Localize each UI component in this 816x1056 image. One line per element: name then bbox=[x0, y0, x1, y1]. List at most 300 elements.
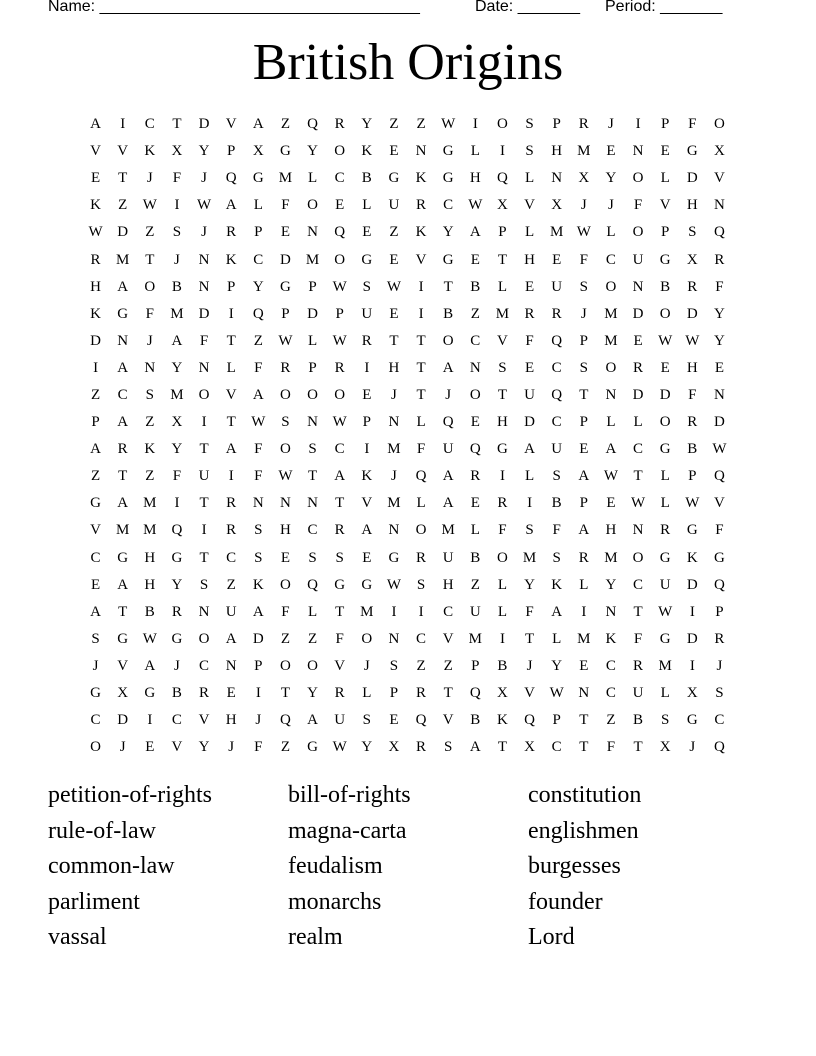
grid-cell[interactable]: Q bbox=[415, 712, 427, 729]
grid-cell[interactable]: U bbox=[524, 386, 535, 403]
grid-cell[interactable]: M bbox=[170, 305, 184, 322]
grid-cell[interactable]: D bbox=[117, 712, 129, 729]
grid-cell[interactable]: F bbox=[281, 603, 290, 620]
grid-cell[interactable]: T bbox=[497, 739, 508, 756]
grid-cell[interactable]: N bbox=[714, 197, 725, 214]
grid-cell[interactable]: A bbox=[225, 630, 237, 647]
grid-cell[interactable]: E bbox=[280, 224, 291, 241]
grid-cell[interactable]: I bbox=[93, 359, 99, 376]
grid-cell[interactable]: R bbox=[714, 630, 725, 647]
grid-cell[interactable]: L bbox=[579, 576, 589, 593]
grid-cell[interactable]: B bbox=[144, 603, 155, 620]
grid-cell[interactable]: H bbox=[90, 278, 101, 295]
grid-cell[interactable]: N bbox=[632, 522, 644, 539]
grid-cell[interactable]: X bbox=[388, 739, 400, 756]
grid-cell[interactable]: O bbox=[307, 386, 318, 403]
grid-cell[interactable]: J bbox=[580, 197, 587, 214]
grid-cell[interactable]: A bbox=[117, 495, 129, 512]
grid-cell[interactable]: I bbox=[201, 414, 207, 431]
grid-cell[interactable]: W bbox=[196, 197, 212, 214]
grid-cell[interactable]: R bbox=[416, 685, 427, 702]
grid-cell[interactable]: A bbox=[90, 116, 101, 133]
grid-cell[interactable]: D bbox=[198, 116, 210, 133]
grid-cell[interactable]: O bbox=[659, 414, 671, 431]
grid-cell[interactable]: R bbox=[334, 522, 345, 539]
grid-cell[interactable]: Z bbox=[90, 386, 101, 403]
grid-cell[interactable]: A bbox=[578, 522, 590, 539]
grid-cell[interactable]: Y bbox=[605, 170, 617, 187]
grid-cell[interactable]: W bbox=[386, 278, 402, 295]
grid-cell[interactable]: E bbox=[470, 251, 480, 268]
grid-cell[interactable]: E bbox=[470, 414, 480, 431]
grid-cell[interactable]: R bbox=[226, 522, 237, 539]
grid-cell[interactable]: N bbox=[415, 143, 427, 160]
grid-cell[interactable]: O bbox=[90, 739, 101, 756]
grid-cell[interactable]: M bbox=[170, 386, 184, 403]
grid-cell[interactable]: W bbox=[630, 495, 646, 512]
grid-cell[interactable]: E bbox=[389, 712, 399, 729]
grid-cell[interactable]: T bbox=[416, 386, 426, 403]
grid-cell[interactable]: G bbox=[307, 739, 318, 756]
grid-cell[interactable]: G bbox=[280, 278, 291, 295]
grid-cell[interactable]: J bbox=[228, 739, 235, 756]
grid-cell[interactable]: Y bbox=[171, 359, 183, 376]
grid-cell[interactable]: X bbox=[578, 170, 590, 187]
grid-cell[interactable]: I bbox=[120, 116, 126, 133]
grid-cell[interactable]: O bbox=[280, 441, 291, 458]
grid-cell[interactable]: R bbox=[334, 685, 345, 702]
grid-cell[interactable]: Z bbox=[470, 576, 480, 593]
grid-cell[interactable]: P bbox=[715, 603, 724, 620]
grid-cell[interactable]: V bbox=[198, 712, 210, 729]
grid-cell[interactable]: Y bbox=[361, 116, 373, 133]
grid-cell[interactable]: L bbox=[226, 359, 236, 376]
grid-cell[interactable]: N bbox=[714, 386, 725, 403]
grid-cell[interactable]: Z bbox=[90, 468, 101, 485]
grid-cell[interactable]: N bbox=[632, 143, 644, 160]
grid-cell[interactable]: Q bbox=[714, 576, 725, 593]
grid-cell[interactable]: E bbox=[389, 143, 399, 160]
grid-cell[interactable]: J bbox=[92, 657, 99, 674]
grid-cell[interactable]: I bbox=[689, 603, 695, 620]
grid-cell[interactable]: T bbox=[335, 603, 345, 620]
grid-cell[interactable]: W bbox=[278, 468, 293, 485]
grid-cell[interactable]: L bbox=[497, 603, 508, 620]
grid-cell[interactable]: G bbox=[280, 143, 291, 160]
grid-cell[interactable]: F bbox=[281, 197, 290, 214]
grid-cell[interactable]: P bbox=[254, 224, 263, 241]
grid-cell[interactable]: G bbox=[171, 630, 183, 647]
grid-cell[interactable]: J bbox=[391, 386, 397, 403]
grid-cell[interactable]: G bbox=[686, 522, 698, 539]
grid-cell[interactable]: R bbox=[334, 359, 345, 376]
grid-cell[interactable]: V bbox=[714, 495, 725, 512]
grid-cell[interactable]: G bbox=[714, 549, 725, 566]
grid-cell[interactable]: A bbox=[551, 603, 563, 620]
grid-cell[interactable]: G bbox=[659, 251, 671, 268]
grid-cell[interactable]: E bbox=[226, 685, 236, 702]
grid-cell[interactable]: E bbox=[660, 359, 670, 376]
grid-cell[interactable]: T bbox=[633, 739, 643, 756]
grid-cell[interactable]: Q bbox=[497, 170, 508, 187]
grid-cell[interactable]: M bbox=[577, 630, 591, 647]
grid-cell[interactable]: F bbox=[199, 332, 209, 349]
grid-cell[interactable]: Q bbox=[442, 414, 454, 431]
grid-cell[interactable]: F bbox=[145, 305, 154, 322]
grid-cell[interactable]: Y bbox=[307, 143, 318, 160]
grid-cell[interactable]: W bbox=[441, 116, 456, 133]
grid-cell[interactable]: S bbox=[254, 522, 263, 539]
grid-cell[interactable]: R bbox=[687, 414, 698, 431]
grid-cell[interactable]: G bbox=[659, 630, 671, 647]
grid-cell[interactable]: M bbox=[387, 495, 401, 512]
grid-cell[interactable]: U bbox=[442, 549, 454, 566]
grid-cell[interactable]: O bbox=[280, 657, 291, 674]
grid-cell[interactable]: V bbox=[90, 143, 101, 160]
grid-cell[interactable]: R bbox=[660, 522, 671, 539]
grid-cell[interactable]: H bbox=[225, 712, 237, 729]
grid-cell[interactable]: V bbox=[415, 251, 427, 268]
grid-cell[interactable]: X bbox=[551, 197, 563, 214]
grid-cell[interactable]: F bbox=[633, 197, 643, 214]
grid-cell[interactable]: T bbox=[633, 468, 643, 485]
period-field[interactable]: Period: _______ bbox=[605, 0, 723, 15]
grid-cell[interactable]: W bbox=[332, 332, 347, 349]
grid-cell[interactable]: A bbox=[252, 386, 264, 403]
grid-cell[interactable]: I bbox=[689, 657, 695, 674]
grid-cell[interactable]: I bbox=[255, 685, 261, 702]
grid-cell[interactable]: O bbox=[442, 332, 454, 349]
grid-cell[interactable]: W bbox=[142, 630, 157, 647]
grid-cell[interactable]: C bbox=[605, 685, 616, 702]
grid-cell[interactable]: U bbox=[659, 576, 671, 593]
grid-cell[interactable]: N bbox=[198, 359, 210, 376]
grid-cell[interactable]: D bbox=[714, 414, 725, 431]
grid-cell[interactable]: V bbox=[117, 657, 129, 674]
grid-cell[interactable]: J bbox=[716, 657, 723, 674]
grid-cell[interactable]: V bbox=[225, 116, 237, 133]
grid-cell[interactable]: X bbox=[497, 197, 508, 214]
grid-cell[interactable]: Z bbox=[280, 739, 291, 756]
grid-cell[interactable]: M bbox=[441, 522, 455, 539]
grid-cell[interactable]: T bbox=[443, 685, 453, 702]
grid-cell[interactable]: F bbox=[715, 278, 724, 295]
grid-cell[interactable]: Y bbox=[714, 332, 725, 349]
grid-cell[interactable]: F bbox=[715, 522, 724, 539]
grid-cell[interactable]: F bbox=[416, 441, 426, 458]
grid-cell[interactable]: Y bbox=[171, 441, 183, 458]
grid-cell[interactable]: W bbox=[468, 197, 483, 214]
grid-cell[interactable]: O bbox=[307, 657, 318, 674]
grid-cell[interactable]: S bbox=[308, 441, 317, 458]
grid-cell[interactable]: N bbox=[198, 278, 210, 295]
grid-cell[interactable]: J bbox=[445, 386, 452, 403]
grid-cell[interactable]: P bbox=[688, 468, 697, 485]
grid-cell[interactable]: J bbox=[608, 197, 614, 214]
grid-cell[interactable]: T bbox=[145, 251, 155, 268]
grid-cell[interactable]: R bbox=[633, 359, 644, 376]
grid-cell[interactable]: G bbox=[388, 170, 400, 187]
grid-cell[interactable]: I bbox=[418, 305, 424, 322]
grid-cell[interactable]: Q bbox=[469, 441, 481, 458]
grid-cell[interactable]: D bbox=[524, 414, 535, 431]
grid-cell[interactable]: K bbox=[497, 712, 508, 729]
grid-cell[interactable]: S bbox=[281, 414, 290, 431]
grid-cell[interactable]: M bbox=[550, 224, 564, 241]
grid-cell[interactable]: J bbox=[119, 739, 126, 756]
grid-cell[interactable]: Q bbox=[252, 305, 264, 322]
grid-cell[interactable]: O bbox=[198, 630, 210, 647]
grid-cell[interactable]: X bbox=[686, 685, 698, 702]
grid-cell[interactable]: A bbox=[442, 468, 454, 485]
grid-cell[interactable]: I bbox=[635, 116, 641, 133]
grid-cell[interactable]: H bbox=[280, 522, 291, 539]
grid-cell[interactable]: A bbox=[605, 441, 617, 458]
grid-cell[interactable]: T bbox=[199, 495, 209, 512]
grid-cell[interactable]: O bbox=[198, 386, 210, 403]
grid-cell[interactable]: K bbox=[225, 251, 237, 268]
grid-cell[interactable]: W bbox=[576, 224, 591, 241]
grid-cell[interactable]: M bbox=[116, 251, 130, 268]
grid-cell[interactable]: A bbox=[442, 359, 454, 376]
grid-cell[interactable]: N bbox=[578, 685, 590, 702]
grid-cell[interactable]: A bbox=[117, 359, 129, 376]
grid-cell[interactable]: E bbox=[660, 143, 670, 160]
grid-cell[interactable]: V bbox=[225, 386, 237, 403]
grid-cell[interactable]: B bbox=[497, 657, 508, 674]
grid-cell[interactable]: V bbox=[714, 170, 725, 187]
grid-cell[interactable]: Z bbox=[118, 197, 128, 214]
grid-cell[interactable]: T bbox=[199, 441, 209, 458]
grid-cell[interactable]: B bbox=[551, 495, 562, 512]
grid-cell[interactable]: U bbox=[551, 278, 563, 295]
grid-cell[interactable]: Q bbox=[714, 739, 725, 756]
grid-cell[interactable]: N bbox=[144, 359, 156, 376]
grid-cell[interactable]: P bbox=[281, 305, 290, 322]
grid-cell[interactable]: D bbox=[632, 386, 644, 403]
grid-cell[interactable]: Q bbox=[171, 522, 183, 539]
grid-cell[interactable]: C bbox=[633, 441, 644, 458]
grid-cell[interactable]: L bbox=[470, 143, 480, 160]
grid-cell[interactable]: B bbox=[687, 441, 698, 458]
grid-cell[interactable]: Q bbox=[225, 170, 237, 187]
grid-cell[interactable]: T bbox=[416, 359, 426, 376]
grid-cell[interactable]: S bbox=[715, 685, 724, 702]
grid-cell[interactable]: Z bbox=[470, 305, 480, 322]
grid-cell[interactable]: J bbox=[608, 116, 614, 133]
grid-cell[interactable]: T bbox=[226, 332, 236, 349]
grid-cell[interactable]: M bbox=[522, 549, 537, 566]
grid-cell[interactable]: G bbox=[117, 305, 129, 322]
grid-cell[interactable]: O bbox=[497, 549, 508, 566]
grid-cell[interactable]: W bbox=[88, 224, 103, 241]
grid-cell[interactable]: W bbox=[332, 278, 347, 295]
grid-cell[interactable]: E bbox=[280, 549, 291, 566]
grid-cell[interactable]: M bbox=[468, 630, 482, 647]
grid-cell[interactable]: E bbox=[362, 549, 372, 566]
grid-cell[interactable]: C bbox=[90, 712, 101, 729]
grid-cell[interactable]: L bbox=[606, 414, 616, 431]
grid-cell[interactable]: E bbox=[389, 251, 399, 268]
grid-cell[interactable]: U bbox=[388, 197, 400, 214]
grid-cell[interactable]: Y bbox=[361, 739, 373, 756]
grid-cell[interactable]: L bbox=[524, 468, 535, 485]
grid-cell[interactable]: S bbox=[362, 278, 371, 295]
grid-cell[interactable]: Z bbox=[280, 630, 291, 647]
grid-cell[interactable]: O bbox=[605, 278, 617, 295]
grid-cell[interactable]: A bbox=[252, 116, 264, 133]
grid-cell[interactable]: W bbox=[685, 495, 700, 512]
grid-cell[interactable]: W bbox=[658, 603, 673, 620]
grid-cell[interactable]: J bbox=[580, 305, 587, 322]
grid-cell[interactable]: Z bbox=[145, 414, 155, 431]
grid-cell[interactable]: X bbox=[171, 414, 183, 431]
grid-cell[interactable]: G bbox=[686, 712, 698, 729]
grid-cell[interactable]: S bbox=[579, 278, 588, 295]
grid-cell[interactable]: B bbox=[470, 712, 481, 729]
grid-cell[interactable]: M bbox=[143, 522, 157, 539]
grid-cell[interactable]: H bbox=[469, 170, 481, 187]
grid-cell[interactable]: J bbox=[689, 739, 696, 756]
grid-cell[interactable]: R bbox=[578, 549, 589, 566]
grid-cell[interactable]: L bbox=[470, 522, 480, 539]
grid-cell[interactable]: X bbox=[686, 251, 698, 268]
grid-cell[interactable]: J bbox=[363, 657, 370, 674]
grid-cell[interactable]: F bbox=[552, 522, 561, 539]
grid-cell[interactable]: A bbox=[225, 197, 237, 214]
grid-cell[interactable]: K bbox=[361, 468, 373, 485]
grid-cell[interactable]: O bbox=[659, 305, 671, 322]
grid-cell[interactable]: G bbox=[686, 143, 698, 160]
grid-cell[interactable]: O bbox=[415, 522, 427, 539]
grid-cell[interactable]: Q bbox=[714, 224, 725, 241]
grid-cell[interactable]: A bbox=[252, 603, 264, 620]
grid-cell[interactable]: A bbox=[307, 712, 318, 729]
grid-cell[interactable]: I bbox=[499, 630, 505, 647]
grid-cell[interactable]: E bbox=[552, 251, 562, 268]
grid-cell[interactable]: Y bbox=[198, 143, 210, 160]
grid-cell[interactable]: W bbox=[332, 739, 347, 756]
grid-cell[interactable]: U bbox=[632, 251, 644, 268]
grid-cell[interactable]: L bbox=[606, 224, 616, 241]
grid-cell[interactable]: Z bbox=[226, 576, 236, 593]
grid-cell[interactable]: L bbox=[524, 224, 535, 241]
grid-cell[interactable]: M bbox=[604, 549, 618, 566]
grid-cell[interactable]: P bbox=[227, 278, 236, 295]
grid-cell[interactable]: R bbox=[551, 305, 562, 322]
grid-cell[interactable]: A bbox=[361, 522, 373, 539]
grid-cell[interactable]: C bbox=[416, 630, 427, 647]
grid-cell[interactable]: K bbox=[90, 305, 101, 322]
grid-cell[interactable]: R bbox=[226, 495, 237, 512]
grid-cell[interactable]: E bbox=[524, 359, 535, 376]
grid-cell[interactable]: Y bbox=[198, 739, 210, 756]
grid-cell[interactable]: E bbox=[470, 495, 480, 512]
grid-cell[interactable]: E bbox=[362, 386, 372, 403]
grid-cell[interactable]: E bbox=[606, 143, 616, 160]
grid-cell[interactable]: O bbox=[334, 251, 346, 268]
grid-cell[interactable]: X bbox=[117, 685, 129, 702]
grid-cell[interactable]: T bbox=[226, 414, 236, 431]
grid-cell[interactable]: B bbox=[470, 278, 481, 295]
grid-cell[interactable]: S bbox=[91, 630, 100, 647]
grid-cell[interactable]: W bbox=[251, 414, 266, 431]
grid-cell[interactable]: R bbox=[578, 116, 589, 133]
grid-cell[interactable]: E bbox=[335, 197, 345, 214]
grid-cell[interactable]: G bbox=[90, 685, 101, 702]
grid-cell[interactable]: E bbox=[90, 170, 101, 187]
grid-cell[interactable]: N bbox=[605, 603, 617, 620]
grid-cell[interactable]: E bbox=[90, 576, 101, 593]
grid-cell[interactable]: Q bbox=[551, 386, 563, 403]
grid-cell[interactable]: S bbox=[525, 143, 534, 160]
grid-cell[interactable]: Z bbox=[280, 116, 291, 133]
grid-cell[interactable]: E bbox=[362, 224, 372, 241]
grid-cell[interactable]: U bbox=[198, 468, 210, 485]
grid-cell[interactable]: A bbox=[90, 603, 101, 620]
grid-cell[interactable]: A bbox=[469, 224, 481, 241]
grid-cell[interactable]: N bbox=[307, 495, 318, 512]
grid-cell[interactable]: R bbox=[199, 685, 210, 702]
grid-cell[interactable]: N bbox=[307, 224, 318, 241]
grid-cell[interactable]: J bbox=[174, 657, 180, 674]
grid-cell[interactable]: S bbox=[579, 359, 588, 376]
grid-cell[interactable]: D bbox=[307, 305, 318, 322]
grid-cell[interactable]: O bbox=[144, 278, 156, 295]
grid-cell[interactable]: K bbox=[551, 576, 563, 593]
grid-cell[interactable]: P bbox=[471, 657, 480, 674]
grid-cell[interactable]: G bbox=[361, 251, 373, 268]
grid-cell[interactable]: Q bbox=[307, 116, 318, 133]
grid-cell[interactable]: C bbox=[443, 197, 454, 214]
grid-cell[interactable]: W bbox=[142, 197, 157, 214]
grid-cell[interactable]: O bbox=[497, 116, 508, 133]
grid-cell[interactable]: A bbox=[442, 495, 454, 512]
grid-cell[interactable]: S bbox=[552, 468, 561, 485]
grid-cell[interactable]: W bbox=[712, 441, 727, 458]
grid-cell[interactable]: T bbox=[497, 386, 508, 403]
grid-cell[interactable]: O bbox=[632, 170, 644, 187]
grid-cell[interactable]: H bbox=[686, 197, 698, 214]
grid-cell[interactable]: R bbox=[226, 224, 237, 241]
grid-cell[interactable]: V bbox=[117, 143, 129, 160]
grid-cell[interactable]: J bbox=[201, 224, 207, 241]
grid-cell[interactable]: F bbox=[633, 630, 643, 647]
grid-cell[interactable]: I bbox=[581, 603, 587, 620]
grid-cell[interactable]: B bbox=[470, 549, 481, 566]
grid-cell[interactable]: A bbox=[90, 441, 101, 458]
grid-cell[interactable]: H bbox=[442, 576, 454, 593]
grid-cell[interactable]: D bbox=[90, 332, 101, 349]
grid-cell[interactable]: L bbox=[253, 197, 263, 214]
grid-cell[interactable]: M bbox=[604, 332, 618, 349]
grid-cell[interactable]: Y bbox=[252, 278, 264, 295]
grid-cell[interactable]: P bbox=[91, 414, 100, 431]
grid-cell[interactable]: M bbox=[116, 522, 130, 539]
grid-cell[interactable]: I bbox=[364, 359, 370, 376]
grid-cell[interactable]: N bbox=[117, 332, 129, 349]
grid-cell[interactable]: M bbox=[387, 441, 401, 458]
grid-cell[interactable]: Y bbox=[442, 224, 454, 241]
grid-cell[interactable]: L bbox=[660, 170, 670, 187]
grid-cell[interactable]: W bbox=[685, 332, 700, 349]
grid-cell[interactable]: D bbox=[686, 170, 698, 187]
grid-cell[interactable]: B bbox=[633, 712, 644, 729]
grid-cell[interactable]: C bbox=[117, 386, 128, 403]
grid-cell[interactable]: C bbox=[90, 549, 101, 566]
grid-cell[interactable]: T bbox=[416, 332, 426, 349]
grid-cell[interactable]: S bbox=[688, 224, 697, 241]
